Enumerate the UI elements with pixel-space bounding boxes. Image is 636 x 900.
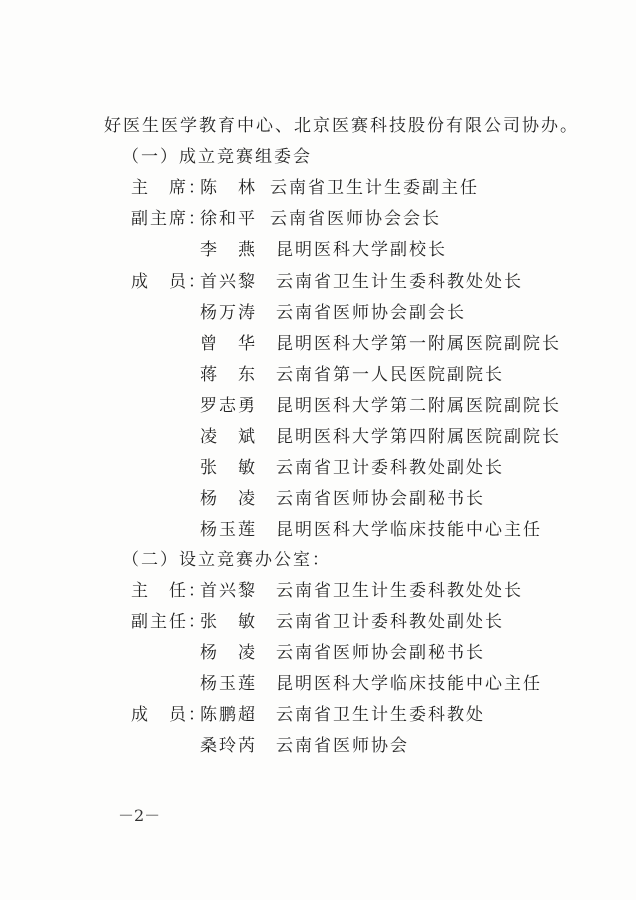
office-row <box>0 581 636 601</box>
committee-row <box>0 396 636 416</box>
member-name: 徐和平 <box>200 209 257 229</box>
member-name: 杨玉莲 <box>200 674 257 694</box>
section1-heading: （一）成立竞赛组委会 <box>122 147 312 167</box>
member-name: 陈 林 <box>200 178 257 198</box>
role-label: 主 任： <box>131 581 207 601</box>
member-name: 陈鹏超 <box>200 705 257 725</box>
role-label: 成 员： <box>131 705 207 725</box>
member-name: 李 燕 <box>200 240 257 260</box>
member-name: 首兴黎 <box>200 581 257 601</box>
member-title: 云南省医师协会会长 <box>270 209 441 229</box>
member-title: 昆明医科大学临床技能中心主任 <box>276 674 542 694</box>
member-title: 云南省卫生计生委科教处处长 <box>276 581 523 601</box>
member-title: 云南省医师协会副会长 <box>276 303 466 323</box>
page-number: －2－ <box>118 806 161 825</box>
member-name: 曾 华 <box>200 334 257 354</box>
committee-row <box>0 334 636 354</box>
committee-row <box>0 489 636 509</box>
member-name: 罗志勇 <box>200 396 257 416</box>
member-title: 昆明医科大学副校长 <box>276 240 447 260</box>
office-row <box>0 674 636 694</box>
member-name: 杨玉莲 <box>200 520 257 540</box>
member-title: 云南省卫生计生委科教处处长 <box>276 272 523 292</box>
member-name: 凌 斌 <box>200 427 257 447</box>
office-row <box>0 643 636 663</box>
committee-row <box>0 303 636 323</box>
member-name: 杨万涛 <box>200 303 257 323</box>
committee-row <box>0 458 636 478</box>
role-label: 成 员： <box>131 272 207 292</box>
member-title: 昆明医科大学第四附属医院副院长 <box>276 427 561 447</box>
role-label: 副主席： <box>131 209 207 229</box>
member-title: 云南省医师协会 <box>276 736 409 756</box>
committee-row <box>0 178 636 198</box>
member-name: 首兴黎 <box>200 272 257 292</box>
role-label: 主 席： <box>131 178 207 198</box>
member-name: 桑玲芮 <box>200 736 257 756</box>
member-title: 昆明医科大学第一附属医院副院长 <box>276 334 561 354</box>
member-title: 云南省卫计委科教处副处长 <box>276 612 504 632</box>
committee-row <box>0 520 636 540</box>
office-row <box>0 612 636 632</box>
member-name: 杨 凌 <box>200 643 257 663</box>
committee-row <box>0 272 636 292</box>
member-title: 昆明医科大学第二附属医院副院长 <box>276 396 561 416</box>
office-row <box>0 705 636 725</box>
member-name: 张 敏 <box>200 612 257 632</box>
member-title: 昆明医科大学临床技能中心主任 <box>276 520 542 540</box>
role-label: 副主任： <box>131 612 207 632</box>
member-title: 云南省第一人民医院副院长 <box>276 365 504 385</box>
member-name: 蒋 东 <box>200 365 257 385</box>
intro-line: 好医生医学教育中心、北京医赛科技股份有限公司协办。 <box>104 116 579 136</box>
committee-row <box>0 209 636 229</box>
section2-heading: （二）设立竞赛办公室： <box>122 550 331 570</box>
member-title: 云南省卫生计生委副主任 <box>270 178 479 198</box>
member-name: 杨 凌 <box>200 489 257 509</box>
committee-row <box>0 427 636 447</box>
office-row <box>0 736 636 756</box>
committee-row <box>0 240 636 260</box>
member-title: 云南省卫生计生委科教处 <box>276 705 485 725</box>
member-title: 云南省卫计委科教处副处长 <box>276 458 504 478</box>
member-title: 云南省医师协会副秘书长 <box>276 643 485 663</box>
member-name: 张 敏 <box>200 458 257 478</box>
member-title: 云南省医师协会副秘书长 <box>276 489 485 509</box>
committee-row <box>0 365 636 385</box>
